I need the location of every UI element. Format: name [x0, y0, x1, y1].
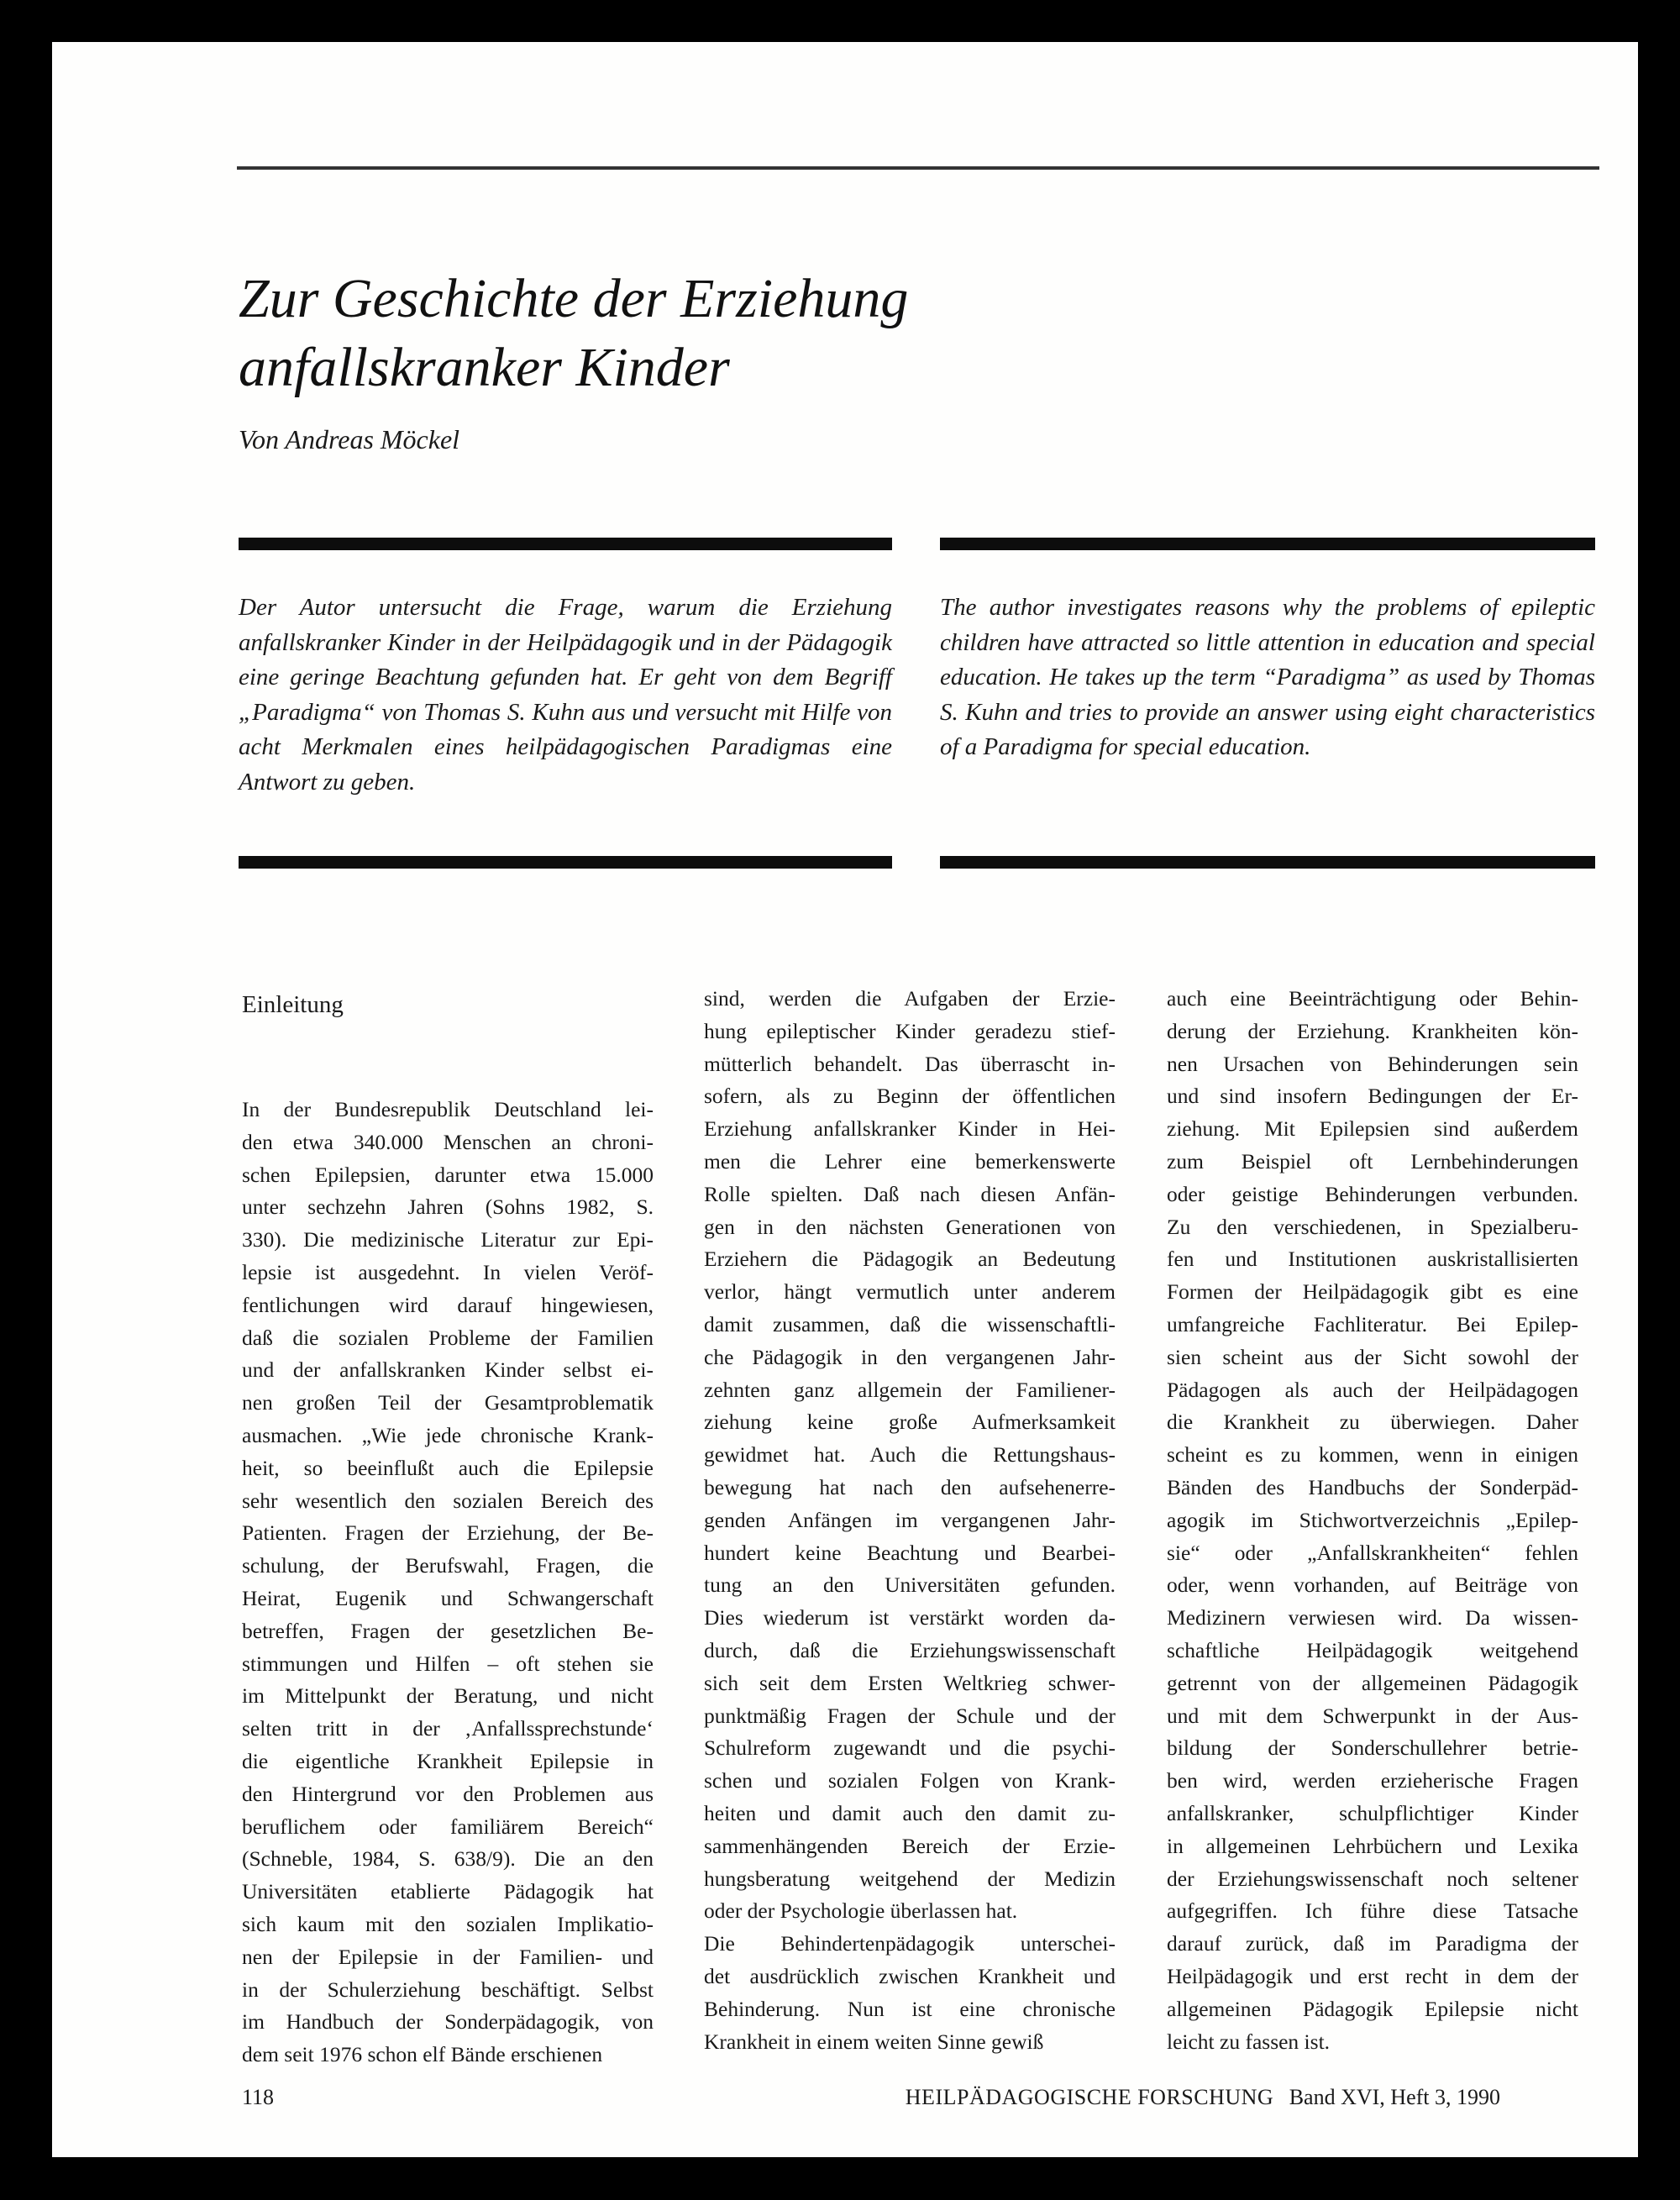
title-line: Zur Geschichte der Erziehung: [239, 268, 909, 329]
text-line: oder der Psychologie überlassen hat.: [704, 1898, 1018, 1924]
text-line: Bänden des Handbuchs der Sonderpäd-: [1167, 1474, 1578, 1499]
text-line: che Pädagogik in den vergangenen Jahr-: [704, 1344, 1116, 1369]
text-line: zehnten ganz allgemein der Familiener-: [704, 1377, 1116, 1402]
abstract-german-text: Der Autor untersucht die Frage, warum die Erziehung anfallskranker Kinder in der Heilpädagogik und in der Pädagogik eine geringe Beachtung gefunden hat. Er geht von dem Begriff „Paradigma“ von Thomas S. Kuhn aus und versucht mit Hilfe von acht Merkmalen eines heilpädagogischen Paradigmas eine Antwort zu geben.: [239, 594, 892, 795]
text-line: agogik im Stichwortverzeichnis „Epilep-: [1167, 1507, 1578, 1532]
text-line: betreffen, Fragen der gesetzlichen Be-: [242, 1618, 654, 1643]
text-line: selten tritt in der ‚Anfallssprechstunde‘: [242, 1716, 654, 1741]
text-line: sich kaum mit den sozialen Implikatio-: [242, 1911, 654, 1936]
text-line: schen und sozialen Folgen von Krank-: [704, 1768, 1116, 1793]
body-column-2: [704, 983, 1116, 2058]
text-line: hundert keine Beachtung und Bearbei-: [704, 1540, 1116, 1565]
text-line: und der anfallskranken Kinder selbst ei-: [242, 1357, 654, 1383]
text-line: beruflichem oder familiärem Bereich“: [242, 1814, 654, 1839]
text-line: zum Beispiel oft Lernbehinderungen: [1167, 1148, 1578, 1174]
text-line: nen der Epilepsie in der Familien- und: [242, 1944, 654, 1969]
text-line: durch, daß die Erziehungswissenschaft: [704, 1637, 1116, 1662]
text-line: hung epileptischer Kinder geradezu stief-: [704, 1018, 1116, 1043]
text-line: die eigentliche Krankheit Epilepsie in: [242, 1748, 654, 1773]
text-line: Heirat, Eugenik und Schwangerschaft: [242, 1585, 654, 1610]
text-line: ausmachen. „Wie jede chronische Krank-: [242, 1422, 654, 1447]
text-line: ziehung. Mit Epilepsien sind außerdem: [1167, 1116, 1578, 1142]
text-line: unter sechzehn Jahren (Sohns 1982, S.: [242, 1195, 654, 1220]
text-line: Die Behindertenpädagogik unterschei-: [704, 1931, 1116, 1956]
text-line: daß die sozialen Probleme der Familien: [242, 1325, 654, 1350]
text-line: bildung der Sonderschullehrer betrie-: [1167, 1735, 1578, 1761]
abstract-english: [940, 538, 1595, 869]
text-line: getrennt von der allgemeinen Pädagogik: [1167, 1670, 1578, 1695]
text-line: umfangreiche Fachliteratur. Bei Epilep-: [1167, 1311, 1578, 1336]
text-line: Rolle spielten. Daß nach diesen Anfän-: [704, 1181, 1116, 1206]
journal-issue: Band XVI, Heft 3, 1990: [1289, 2085, 1500, 2109]
text-line: genden Anfängen im vergangenen Jahr-: [704, 1507, 1116, 1532]
text-line: sammenhängenden Bereich der Erzie-: [704, 1833, 1116, 1858]
section-heading: Einleitung: [242, 991, 344, 1018]
text-line: heiten und damit auch den damit zu-: [704, 1800, 1116, 1825]
text-line: in der Schulerziehung beschäftigt. Selbst: [242, 1977, 654, 2002]
body-column-3: [1167, 983, 1578, 2058]
text-line: auch eine Beeinträchtigung oder Behin-: [1167, 986, 1578, 1011]
text-line: sich seit dem Ersten Weltkrieg schwer-: [704, 1670, 1116, 1695]
text-line: gen in den nächsten Generationen von: [704, 1214, 1116, 1239]
text-line: im Handbuch der Sonderpädagogik, von: [242, 2009, 654, 2035]
text-line: Krankheit in einem weiten Sinne gewiß: [704, 2029, 1044, 2054]
text-line: oder, wenn vorhanden, auf Beiträge von: [1167, 1573, 1578, 1598]
text-line: den etwa 340.000 Menschen an chroni-: [242, 1129, 654, 1154]
text-line: punktmäßig Fragen der Schule und der: [704, 1703, 1116, 1728]
text-line: sien scheint aus der Sicht sowohl der: [1167, 1344, 1578, 1369]
title-line: anfallskranker Kinder: [239, 337, 730, 398]
text-line: Schulreform zugewandt und die psychi-: [704, 1735, 1116, 1761]
text-line: lepsie ist ausgedehnt. In vielen Veröf-: [242, 1259, 654, 1284]
text-line: nen großen Teil der Gesamtproblematik: [242, 1390, 654, 1415]
column-text: [1167, 983, 1578, 2058]
text-line: Patienten. Fragen der Erziehung, der Be-: [242, 1520, 654, 1546]
abstract-rule-bottom: [239, 856, 892, 869]
text-line: Erziehung anfallskranker Kinder in Hei-: [704, 1116, 1116, 1142]
page-number: 118: [242, 2085, 275, 2109]
text-line: fen und Institutionen auskristallisierten: [1167, 1247, 1578, 1272]
text-line: im Mittelpunkt der Beratung, und nicht: [242, 1683, 654, 1709]
text-line: aufgegriffen. Ich führe diese Tatsache: [1167, 1898, 1578, 1924]
text-line: Universitäten etablierte Pädagogik hat: [242, 1879, 654, 1904]
scanned-page: [52, 42, 1638, 2157]
text-line: fentlichungen wird darauf hingewiesen,: [242, 1292, 654, 1317]
text-line: (Schneble, 1984, S. 638/9). Die an den: [242, 1846, 654, 1872]
author-byline: Von Andreas Möckel: [239, 424, 460, 454]
text-line: gewidmet hat. Auch die Rettungshaus-: [704, 1442, 1116, 1468]
text-line: stimmungen und Hilfen – oft stehen sie: [242, 1651, 654, 1676]
text-line: Formen der Heilpädagogik gibt es eine: [1167, 1279, 1578, 1305]
text-line: die Krankheit zu überwiegen. Daher: [1167, 1410, 1578, 1435]
text-line: allgemeinen Pädagogik Epilepsie nicht: [1167, 1996, 1578, 2021]
text-line: Medizinern verwiesen wird. Da wissen-: [1167, 1605, 1578, 1630]
text-line: Dies wiederum ist verstärkt worden da-: [704, 1605, 1116, 1630]
abstract-rule-top: [940, 538, 1595, 550]
text-line: Zu den verschiedenen, in Spezialberu-: [1167, 1214, 1578, 1239]
abstract-rule-top: [239, 538, 892, 550]
text-line: oder geistige Behinderungen verbunden.: [1167, 1181, 1578, 1206]
column-text: [242, 1094, 654, 2071]
text-line: leicht zu fassen ist.: [1167, 2029, 1331, 2054]
text-line: sie“ oder „Anfallskrankheiten“ fehlen: [1167, 1540, 1578, 1565]
text-line: Behinderung. Nun ist eine chronische: [704, 1996, 1116, 2021]
text-line: Heilpädagogik und erst recht in dem der: [1167, 1963, 1578, 1988]
text-line: darauf zurück, daß im Paradigma der: [1167, 1931, 1578, 1956]
text-line: tung an den Universitäten gefunden.: [704, 1573, 1116, 1598]
text-line: der Erziehungswissenschaft noch seltener: [1167, 1866, 1578, 1891]
text-line: in allgemeinen Lehrbüchern und Lexika: [1167, 1833, 1578, 1858]
text-line: bewegung hat nach den aufsehenerre-: [704, 1474, 1116, 1499]
text-line: schulung, der Berufswahl, Fragen, die: [242, 1553, 654, 1578]
text-line: hungsberatung weitgehend der Medizin: [704, 1866, 1116, 1891]
abstract-rule-bottom: [940, 856, 1595, 869]
text-line: men die Lehrer eine bemerkenswerte: [704, 1148, 1116, 1174]
text-line: damit zusammen, daß die wissenschaftli-: [704, 1311, 1116, 1336]
column-text: [704, 983, 1116, 2058]
text-line: In der Bundesrepublik Deutschland lei-: [242, 1097, 654, 1121]
text-line: den Hintergrund vor den Problemen aus: [242, 1781, 654, 1806]
text-line: ziehung keine große Aufmerksamkeit: [704, 1410, 1116, 1435]
text-line: det ausdrücklich zwischen Krankheit und: [704, 1963, 1116, 1988]
abstract-english-text: The author investigates reasons why the problems of epileptic children have attracted so little attention in education and special education. He takes up the term “Paradigma” as used by Thomas S. Kuhn and tries to provide an answer using eight characteristics of a Paradigma for special education.: [940, 594, 1595, 760]
text-line: mütterlich behandelt. Das überrascht in-: [704, 1051, 1116, 1076]
body-column-1: [242, 983, 654, 2071]
text-line: Pädagogen als auch der Heilpädagogen: [1167, 1377, 1578, 1402]
text-line: schen Epilepsien, darunter etwa 15.000: [242, 1162, 654, 1187]
text-line: 330). Die medizinische Literatur zur Epi-: [242, 1227, 654, 1252]
journal-name: HEILPÄDAGOGISCHE FORSCHUNG: [905, 2085, 1274, 2109]
text-line: scheint es zu kommen, wenn in einigen: [1167, 1442, 1578, 1468]
text-line: nen Ursachen von Behinderungen sein: [1167, 1051, 1578, 1076]
text-line: verlor, hängt vermutlich unter anderem: [704, 1279, 1116, 1305]
text-line: sofern, als zu Beginn der öffentlichen: [704, 1084, 1116, 1109]
journal-footer: [906, 2085, 1500, 2110]
header-rule: [237, 166, 1599, 170]
text-line: und sind insofern Bedingungen der Er-: [1167, 1084, 1578, 1109]
text-line: sehr wesentlich den sozialen Bereich des: [242, 1488, 654, 1513]
text-line: anfallskranker, schulpflichtiger Kinder: [1167, 1800, 1578, 1825]
article-title: [239, 265, 1205, 402]
text-line: Erziehern die Pädagogik an Bedeutung: [704, 1247, 1116, 1272]
text-line: sind, werden die Aufgaben der Erzie-: [704, 986, 1116, 1011]
text-line: heit, so beeinflußt auch die Epilepsie: [242, 1455, 654, 1480]
text-line: und mit dem Schwerpunkt in der Aus-: [1167, 1703, 1578, 1728]
abstract-german: [239, 538, 892, 869]
text-line: dem seit 1976 schon elf Bände erschienen: [242, 2042, 603, 2067]
text-line: schaftliche Heilpädagogik weitgehend: [1167, 1637, 1578, 1662]
text-line: derung der Erziehung. Krankheiten kön-: [1167, 1018, 1578, 1043]
text-line: ben wird, werden erzieherische Fragen: [1167, 1768, 1578, 1793]
